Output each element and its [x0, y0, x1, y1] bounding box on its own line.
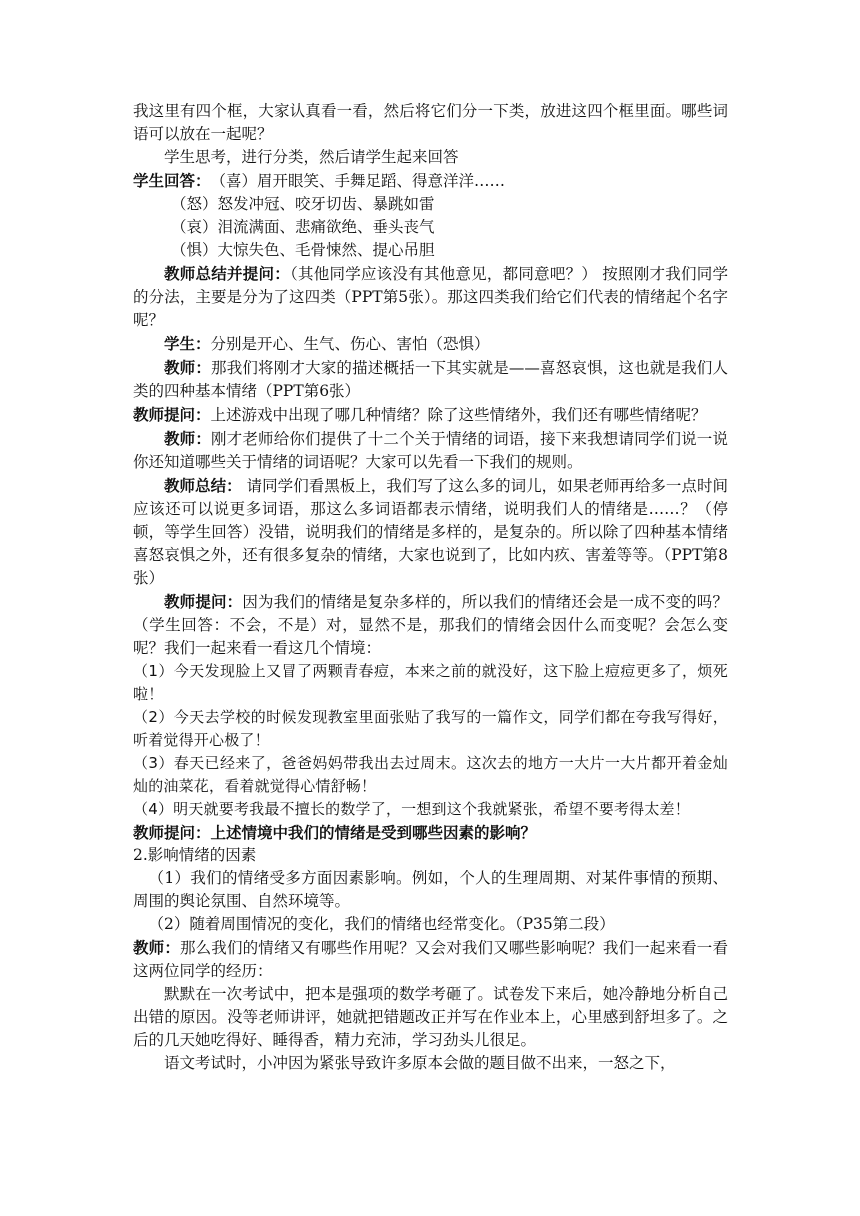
paragraph-text: 那么我们的情绪又有哪些作用呢？又会对我们又哪些影响呢？我们一起来看一看这两位同学的经历：: [133, 939, 728, 980]
paragraph-text: 刚才老师给你们提供了十二个关于情绪的词语，接下来我想请同学们说一说你还知道哪些关于情绪的词语呢？大家可以先看一下我们的规则。: [133, 430, 728, 471]
paragraph-text: 因为我们的情绪是复杂多样的，所以我们的情绪还会是一成不变的吗？（学生回答：不会，不是）对，显然不是，那我们的情绪会因什么而变呢？会怎么变呢？我们一起来看一看这几个情境：: [133, 593, 728, 657]
paragraph: [133, 332, 728, 356]
paragraph: [133, 403, 728, 427]
speaker-label: 教师总结并提问：: [164, 264, 290, 283]
speaker-label: 教师：: [164, 429, 212, 448]
speaker-label: 学生：: [164, 334, 211, 353]
scenario-item: （2）今天去学校的时候发现教室里面张贴了我写的一篇作文，同学们都在夸我写得好，听着觉得开心极了！: [133, 708, 728, 749]
paragraph: 语文考试时，小冲因为紧张导致许多原本会做的题目做不出来，一怒之下，: [164, 1054, 676, 1072]
paragraph-text: 分别是开心、生气、伤心、害怕（恐惧）: [210, 335, 490, 353]
list-item: （怒）怒发冲冠、咬牙切齿、暴跳如雷: [171, 195, 435, 213]
scenario-item: （1）今天发现脸上又冒了两颗青春痘，本来之前的就没好，这下脸上痘痘更多了，烦死啦！: [133, 662, 728, 703]
paragraph: [133, 356, 728, 403]
speaker-label: 学生回答：: [133, 171, 203, 190]
paragraph: [133, 169, 728, 193]
paragraph-text: （喜）眉开眼笑、手舞足蹈、得意洋洋……: [202, 172, 506, 190]
paragraph: [133, 262, 728, 332]
scenario-item: （4）明天就要考我最不擅长的数学了，一想到这个我就紧张，希望不要考得太差！: [133, 800, 690, 818]
paragraph: [133, 427, 728, 474]
scenario-item: （3）春天已经来了，爸爸妈妈带我出去过周末。这次去的地方一大片一大片都开着金灿灿的油菜花，看着就觉得心情舒畅！: [133, 754, 728, 795]
paragraph: [133, 590, 728, 660]
paragraph: （2）随着周围情况的变化，我们的情绪也经常变化。（P35第二段）: [148, 915, 615, 933]
speaker-label: 教师：: [164, 358, 212, 377]
list-item: （哀）泪流满面、悲痛欲绝、垂头丧气: [171, 218, 435, 236]
list-item: （惧）大惊失色、毛骨悚然、提心吊胆: [171, 241, 435, 259]
paragraph-text: 请同学们看黑板上，我们写了这么多的词儿，如果老师再给多一点时间应该还可以说更多词语，那这么多词语都表示情绪，说明我们人的情绪是……？（停顿，等学生回答）没错，说明我们的情绪是多样的，是复杂的。所以除了四种基本情绪喜怒哀惧之外，还有很多复杂的情绪，大家也说到了，比如内疚、害羞等等。（PPT第8张）: [133, 477, 728, 587]
section-heading: 2.影响情绪的因素: [133, 846, 257, 864]
document-page: [133, 100, 728, 1075]
speaker-label: 教师：: [133, 938, 180, 957]
speaker-label: 教师提问：: [164, 592, 243, 611]
paragraph-text: 上述游戏中出现了哪几种情绪？除了这些情绪外，我们还有哪些情绪呢？: [210, 406, 707, 424]
speaker-label: 教师提问：: [133, 405, 211, 424]
speaker-label: 教师总结：: [164, 476, 242, 495]
paragraph: 默默在一次考试中，把本是强项的数学考砸了。试卷发下来后，她冷静地分析自己出错的原因。没等老师讲评，她就把错题改正并写在作业本上，心里感到舒坦多了。之后的几天她吃得好、睡得香，精力充沛，学习劲头儿很足。: [133, 985, 728, 1049]
paragraph: （1）我们的情绪受多方面因素影响。例如，个人的生理周期、对某件事情的预期、周围的舆论氛围、自然环境等。: [133, 869, 728, 910]
paragraph: [133, 936, 728, 983]
paragraph: [133, 474, 728, 590]
paragraph: 学生思考，进行分类，然后请学生起来回答: [164, 148, 459, 166]
paragraph: 我这里有四个框，大家认真看一看，然后将它们分一下类，放进这四个框里面。哪些词语可以放在一起呢？: [133, 102, 728, 143]
paragraph-text: 那我们将刚才大家的描述概括一下其实就是——喜怒哀惧，这也就是我们人类的四种基本情绪（PPT第6张）: [133, 359, 728, 400]
question-heading: 教师提问：上述情境中我们的情绪是受到哪些因素的影响？: [133, 823, 537, 842]
paragraph-text: （其他同学应该没有其他意见，都同意吧？） 按照刚才我们同学的分法，主要是分为了这四类（PPT第5张）。那这四类我们给它们代表的情绪起个名字呢？: [133, 265, 728, 329]
